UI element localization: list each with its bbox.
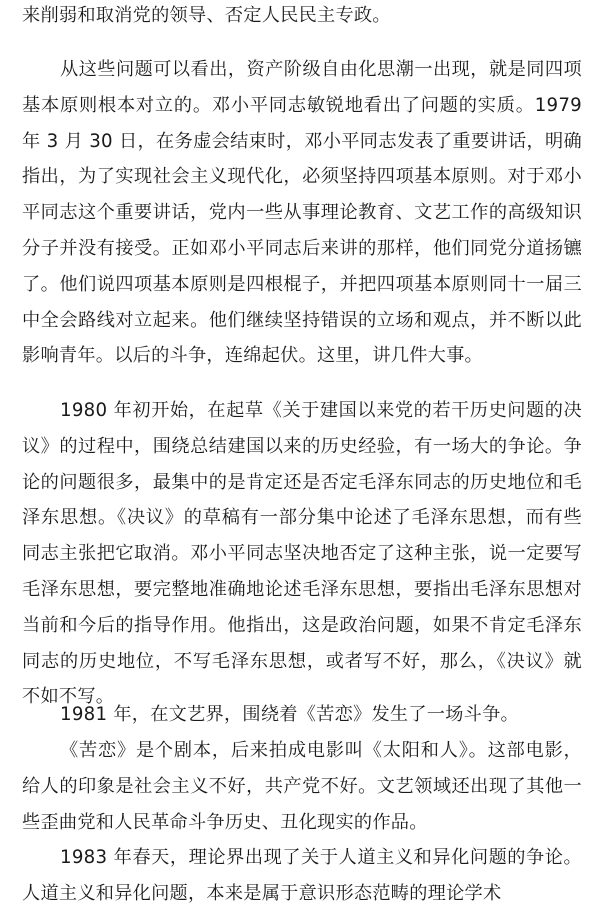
paragraph-four-principles: 从这些问题可以看出，资产阶级自由化思潮一出现，就是同四项基本原则根本对立的。邓小平同志敏锐地看出了问题的实质。1979 年 3 月 30 日，在务虚会结束时，邓小平同志发表了重要讲话，明确指出，为了实现社会主义现代化，必须坚持四项基本原则。对于邓小平同志这个重要讲话，党内一些从事理论教育、文艺工作的高级知识分子并没有接受。正如邓小平同志后来讲的那样，他们同党分道扬镳了。他们说四项基本原则是四根棍子，并把四项基本原则同十一届三中全会路线对立起来。他们继续坚持错误的立场和观点，并不断以此影响青年。以后的斗争，连绵起伏。这里，讲几件大事。 xyxy=(22,59,582,367)
paragraph-kulian-1981: 1981 年，在文艺界，围绕着《苦恋》发生了一场斗争。 xyxy=(60,704,519,725)
paragraph-resolution-1980: 1980 年初开始，在起草《关于建国以来党的若干历史问题的决议》的过程中，围绕总结建国以来的历史经验，有一场大的争论。争论的问题很多，最集中的是肯定还是否定毛泽东同志的历史地位和毛泽东思想。《决议》的草稿有一部分集中论述了毛泽东思想，而有些同志主张把它取消。邓小平同志坚决地否定了这种主张，说一定要写毛泽东思想，要完整地准确地论述毛泽东思想，要指出毛泽东思想对当前和今后的指导作用。他指出，这是政治问题，如果不肯定毛泽东同志的历史地位，不写毛泽东思想，或者写不好，那么，《决议》就不如不写。 xyxy=(22,400,582,708)
paragraph-continuation: 来削弱和取消党的领导、否定人民民主专政。 xyxy=(22,5,391,26)
paragraph-humanism-1983: 1983 年春天，理论界出现了关于人道主义和异化问题的争论。人道主义和异化问题，本来是属于意识形态范畴的理论学术 xyxy=(22,847,582,904)
paragraph-kulian-film: 《苦恋》是个剧本，后来拍成电影叫《太阳和人》。这部电影，给人的印象是社会主义不好，共产党不好。文艺领域还出现了其他一些歪曲党和人民革命斗争历史、丑化现实的作品。 xyxy=(22,740,582,833)
